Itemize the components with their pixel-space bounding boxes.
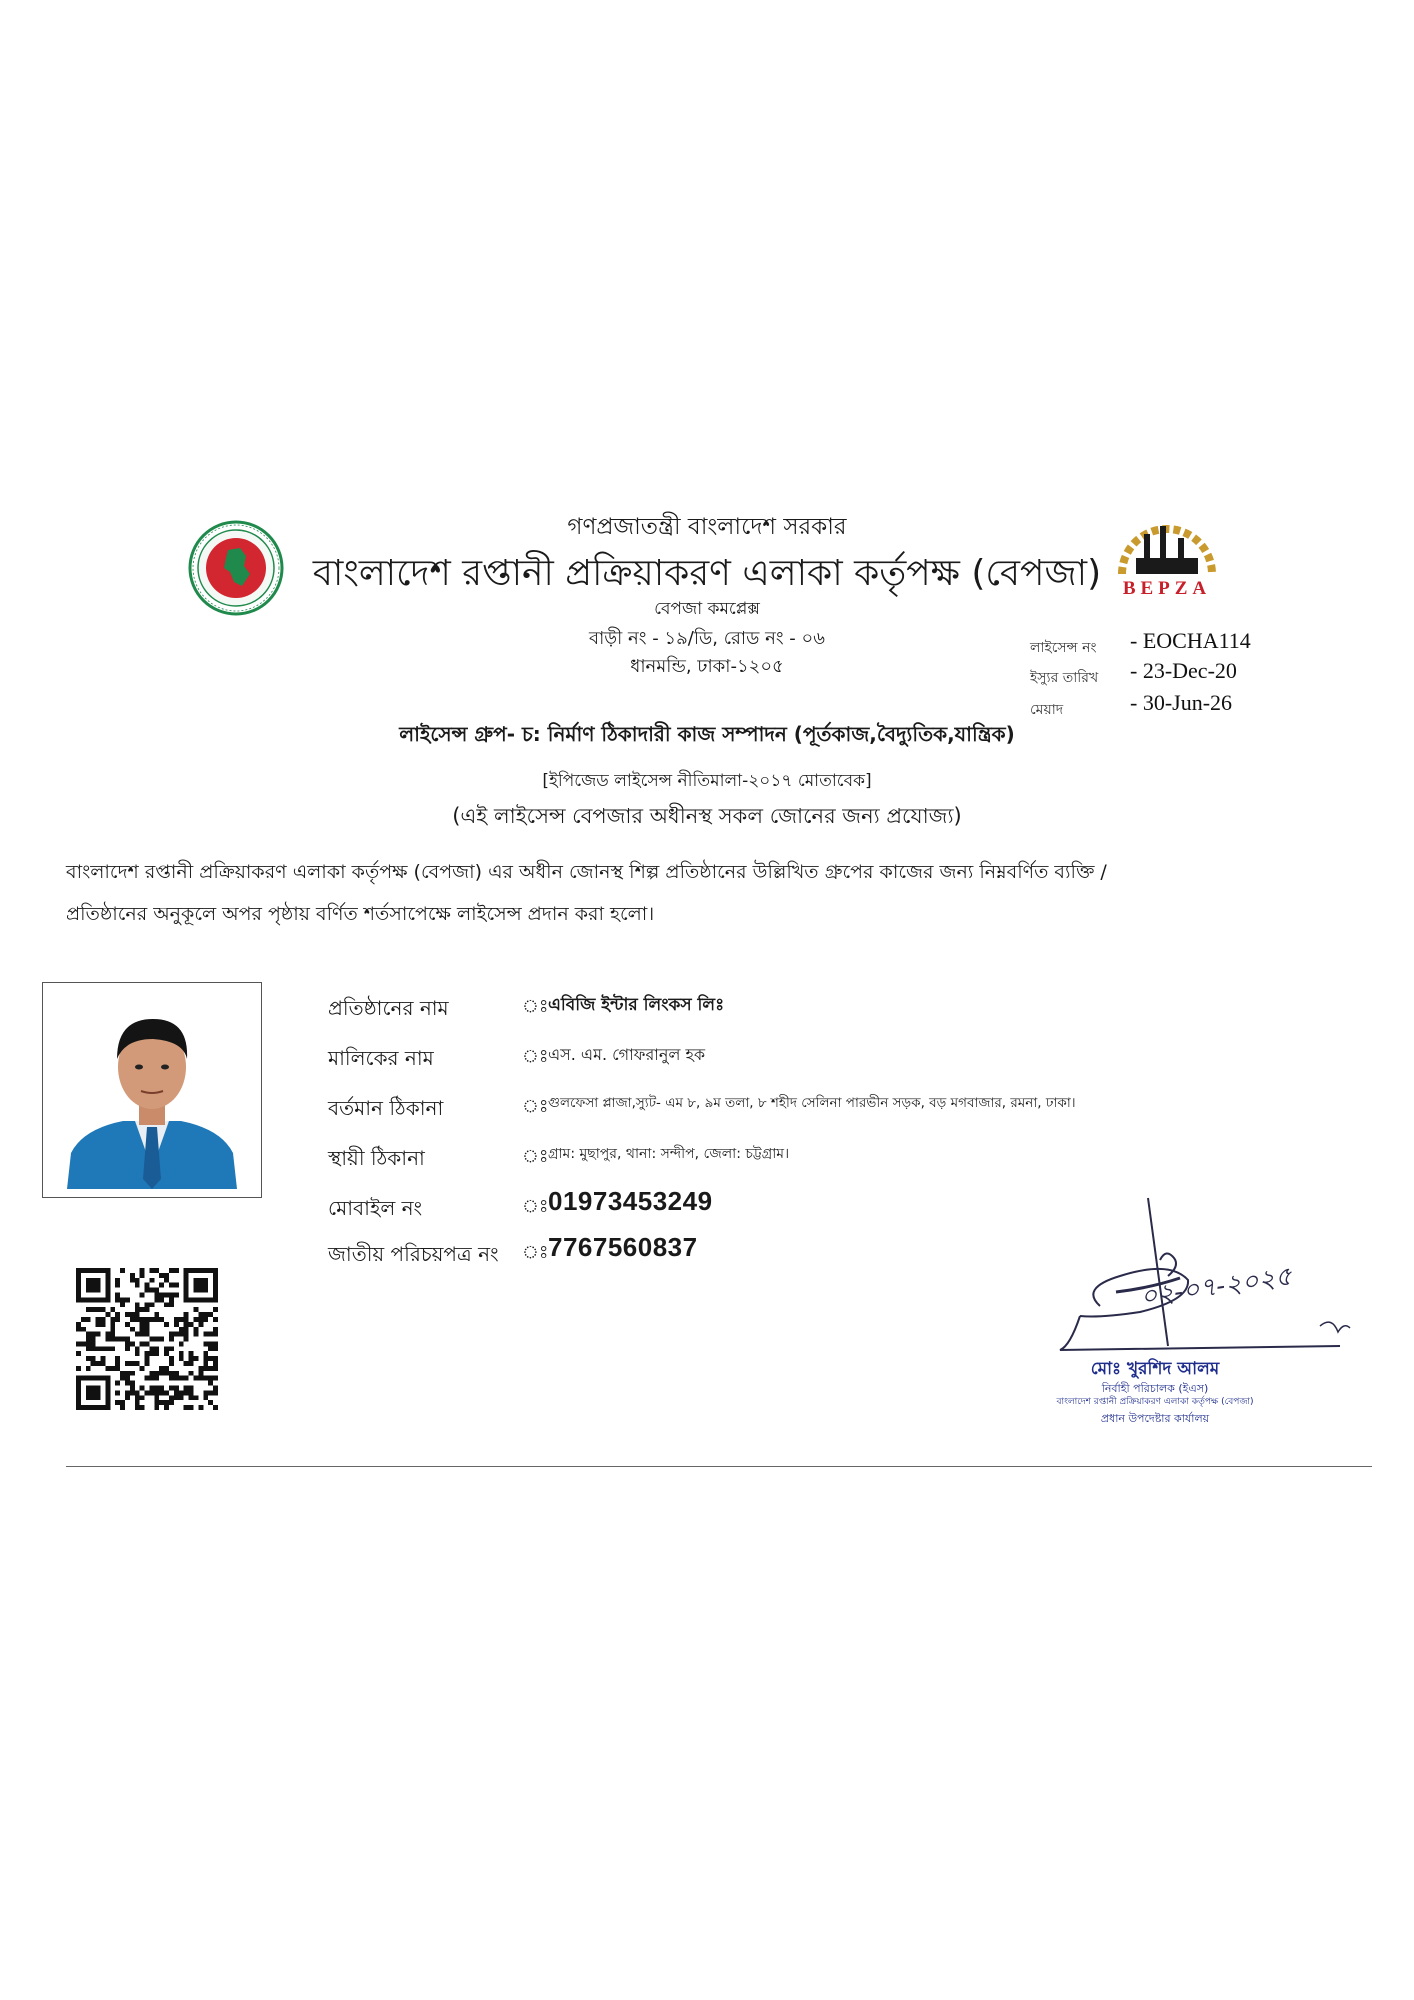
mobile-separator: ঃ [522, 1196, 549, 1217]
expiry-row [1030, 690, 1370, 722]
permanent-address-field [328, 1138, 1328, 1174]
mobile-value: 01973453249 [548, 1186, 713, 1216]
signatory-designation: নির্বাহী পরিচালক (ইএস) [1101, 1382, 1209, 1395]
paragraph-line-2: প্রতিষ্ঠানের অনুকূলে অপর পৃষ্ঠায় বর্ণিত শর্তসাপেক্ষে লাইসেন্স প্রদান করা হলো। [66, 903, 655, 925]
signatory-name: মোঃ খুরশিদ আলম [1090, 1359, 1220, 1379]
bottom-divider [66, 1466, 1372, 1467]
bepza-logo-text: BEPZA [1122, 578, 1212, 599]
person-portrait-icon [43, 983, 261, 1197]
permanent-address-label: স্থায়ী ঠিকানা [328, 1146, 425, 1170]
license-number-value: - EOCHA114 [1130, 628, 1251, 653]
owner-name-separator: ঃ [522, 1046, 549, 1067]
issue-date-value: - 23-Dec-20 [1130, 658, 1237, 683]
org-name-label: প্রতিষ্ঠানের নাম [328, 996, 449, 1020]
present-address-field [328, 1088, 1328, 1124]
nid-separator: ঃ [522, 1242, 549, 1263]
applicable-note: (এই লাইসেন্স বেপজার অধীনস্থ সকল জোনের জন্য প্রযোজ্য) [452, 804, 962, 828]
permanent-address-separator: ঃ [522, 1146, 549, 1167]
permanent-address-value: গ্রাম: মুছাপুর, থানা: সন্দীপ, জেলা: চট্টগ্রাম। [548, 1146, 790, 1162]
org-name-field [328, 988, 1328, 1024]
signatory-office: প্রধান উপদেষ্টার কার্যালয় [1100, 1412, 1210, 1425]
nid-value: 7767560837 [548, 1232, 698, 1262]
address-line-2: ধানমন্ডি, ঢাকা-১২০৫ [630, 656, 784, 677]
license-group: লাইসেন্স গ্রুপ- চ: নির্মাণ ঠিকাদারী কাজ সম্পাদন (পূর্তকাজ,বৈদ্যুতিক,যান্ত্রিক) [399, 722, 1015, 746]
owner-name-label: মালিকের নাম [328, 1046, 434, 1070]
present-address-separator: ঃ [522, 1096, 549, 1117]
complex-name: বেপজা কমপ্লেক্স [654, 599, 760, 619]
government-title: গণপ্রজাতন্ত্রী বাংলাদেশ সরকার [567, 514, 847, 540]
nid-label: জাতীয় পরিচয়পত্র নং [328, 1242, 499, 1266]
holder-photo [42, 982, 262, 1198]
expiry-value: - 30-Jun-26 [1130, 690, 1233, 715]
address-line-1: বাড়ী নং - ১৯/ডি, রোড নং - ০৬ [589, 628, 825, 649]
mobile-label: মোবাইল নং [328, 1196, 423, 1220]
org-name-value: এবিজি ইন্টার লিংকস লিঃ [548, 995, 725, 1015]
authority-title: বাংলাদেশ রপ্তানী প্রক্রিয়াকরণ এলাকা কর্তৃপক্ষ (বেপজা) [312, 553, 1102, 594]
paragraph-line-1: বাংলাদেশ রপ্তানী প্রক্রিয়াকরণ এলাকা কর্তৃপক্ষ (বেপজা) এর অধীন জোনস্থ শিল্প প্রতিষ্ঠানের উল্লিখিত গ্রুপের কাজের জন্য নিম্নবর্ণিত ব্যক্তি / [66, 861, 1107, 883]
owner-name-value: এস. এম. গোফরানুল হক [548, 1045, 706, 1064]
issue-date-row [1030, 658, 1370, 690]
present-address-value: গুলফেসা প্লাজা,স্যুট- এম ৮, ৯ম তলা, ৮ শহীদ সেলিনা পারভীন সড়ক, বড় মগবাজার, রমনা, ঢাকা। [548, 1095, 1076, 1111]
signature-date: ০২-০৭-২০২৫ [1138, 1261, 1294, 1313]
owner-name-field [328, 1038, 1328, 1074]
signatory-organization: বাংলাদেশ রপ্তানী প্রক্রিয়াকরণ এলাকা কর্তৃপক্ষ (বেপজা) [1056, 1397, 1254, 1407]
org-name-separator: ঃ [522, 996, 549, 1017]
expiry-label: মেয়াদ [1030, 702, 1064, 718]
license-number-row [1030, 628, 1370, 660]
policy-note: [ইপিজেড লাইসেন্স নীতিমালা-২০১৭ মোতাবেক] [542, 771, 872, 791]
issue-date-label: ইস্যুর তারিখ [1030, 670, 1099, 686]
present-address-label: বর্তমান ঠিকানা [328, 1096, 444, 1120]
license-number-label: লাইসেন্স নং [1030, 640, 1097, 656]
qr-code [76, 1268, 218, 1410]
